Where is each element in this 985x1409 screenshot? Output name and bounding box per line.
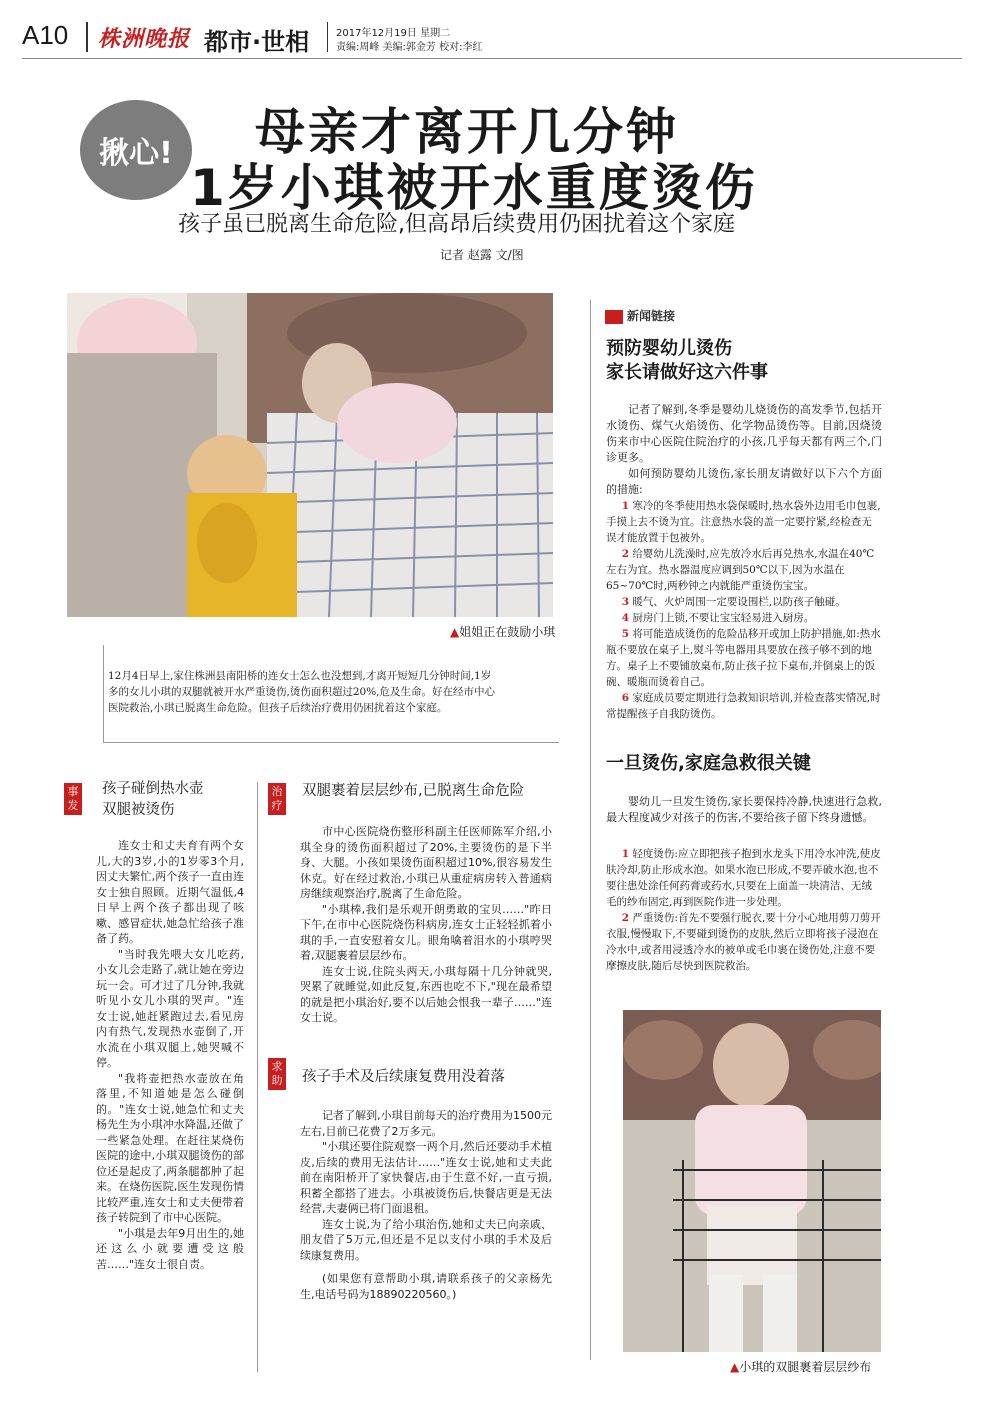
paragraph: "我将壶把热水壶放在角落里,不知道她是怎么碰倒的。"连女士说,她急忙和丈夫杨先生为小琪冲水降温,还做了一些紧急处理。在赶往某烧伤医院的途中,小琪双腿烫伤的部位还是起皮了,两条腿都肿了起来。在烧伤医院,医生发现伤情比较严重,连女士和丈夫便带着孩子转院到了市中心医院。 [96,1071,244,1224]
header-divider-2 [327,22,328,52]
section-1-body [96,838,244,1272]
section-1-heading-line-1: 孩子碰倒热水壶 [102,781,204,797]
caption-triangle-icon: ▲ [450,625,460,639]
byline: 记者 赵露 文/图 [440,248,524,262]
paragraph: "当时我先喂大女儿吃药,小女儿会走路了,就让她在旁边玩一会。可才过了几分钟,我就听见小女儿小琪的哭声。"连女士说,她赶紧跑过去,看见房内有热气,发现热水壶倒了,开水流在小琪双腿上,她哭喊不停。 [96,947,244,1069]
section-tag-treatment: 治疗 [268,783,286,815]
caption-text: 姐姐正在鼓励小琪 [459,625,556,639]
aid-item: 1 轻度烫伤:应立即把孩子抱到水龙头下用冷水冲洗,使皮肤冷却,防止形成水泡。如果水泡已形成,不要弄破水泡,也不要往患处涂任何药膏或药水,只要在上面盖一块清洁、无绒毛的纱布固定,再到医院作进一步处理。 [606,848,881,908]
paragraph: 连女士说,为了给小琪治伤,她和丈夫已向亲戚、朋友借了5万元,但还是不足以支付小琪的手术及后续康复费用。 [300,1217,552,1262]
news-link-tag [605,307,675,324]
tip-item: 3 暖气、火炉周围一定要设围栏,以防孩子触碰。 [621,596,846,608]
header-rule [22,58,962,59]
section-2-heading: 双腿裹着层层纱布,已脱离生命危险 [302,783,525,799]
tip-item: 6 家庭成员要定期进行急救知识培训,并检查落实情况,时常提醒孩子自我防烫伤。 [606,692,881,720]
paragraph: 婴幼儿一旦发生烫伤,家长要保持冷静,快速进行急救,最大程度减少对孩子的伤害,不要给孩子留下终身遗憾。 [606,795,882,824]
caption-triangle-icon: ▲ [730,1360,740,1374]
caption-text: 小琪的双腿裹着层层纱布 [739,1360,872,1374]
page-number: A10 [22,20,69,50]
headline-line-2: 1岁小琪被开水重度烫伤 [190,159,758,217]
aid-item: 2 严重烫伤:首先不要强行脱衣,要十分小心地用剪刀剪开衣服,慢慢取下,不要碰到烫伤的皮肤,然后立即将孩子浸泡在冷水中,或者用浸透冷水的被单或毛巾裹在烫伤处,注意不要摩擦皮肤,随后尽快到医院救治。 [606,912,881,972]
headline-badge: 揪心! [80,100,192,200]
paragraph: 记者了解到,小琪目前每天的治疗费用为1500元左右,目前已花费了2万多元。 [300,1109,552,1138]
section-1-heading-line-2: 双腿被烫伤 [102,802,175,818]
tip-item: 5 将可能造成烫伤的危险品移开或加上防护措施,如:热水瓶不要放在桌子上,熨斗等电器用具要放在孩子够不到的地方。桌子上不要铺放桌布,防止孩子拉下桌布,并倒桌上的饭碗、暖瓶而烫着自己。 [606,628,881,688]
news-link-label: 新闻链接 [627,309,676,323]
paragraph: "小琪还要住院观察一两个月,然后还要动手术植皮,后续的费用无法估计……"连女士说,她和丈夫此前在南阳桥开了家快餐店,由于生意不好,一直亏损,积蓄全都搭了进去。小琪被烫伤后,快餐店更是无法经营,夫妻俩已将门面退租。 [300,1140,552,1215]
issue-date: 2017年12月19日 星期二 [336,28,451,39]
first-aid-steps [606,846,882,974]
paragraph: 记者了解到,冬季是婴幼儿烧烫伤的高发季节,包括开水烫伤、煤气火焰烫伤、化学物品烫伤等。目前,因烧烫伤来市中心医院住院治疗的小孩,几乎每天都有两三个,门诊更多。 [606,403,882,464]
news-link-icon [605,310,623,324]
section-name: 都市·世相 [204,28,310,56]
paragraph: "小琪棒,我们是乐观开朗勇敢的宝贝……"昨日下午,在市中心医院烧伤科病房,连女士正轻轻抓着小琪的手,一直安慰着女儿。眼角噙着泪水的小琪哼哭着,双腿裹着层层纱布。 [300,902,552,962]
paragraph: "小琪是去年9月出生的,她还这么小就要遭受这般苦……"连女士很自责。 [96,1226,244,1271]
headline-line-1: 母亲才离开几分钟 [255,103,679,161]
lead-paragraph: 12月4日早上,家住株洲县南阳桥的连女士怎么也没想到,才离开短短几分钟时间,1岁多的女儿小琪的双腿就被开水严重烫伤,烫伤面积超过20%,危及生命。好在经市中心医院救治,小琪已脱离生命危险。但孩子后续治疗费用仍困扰着这个家庭。 [108,670,496,714]
newspaper-logo: 株洲晚报 [98,26,191,52]
section-tag-help: 求助 [268,1058,286,1090]
photo-caption-2 [730,1358,871,1375]
section-3-heading: 孩子手术及后续康复费用没着落 [302,1069,505,1085]
section-2-body [300,824,552,1026]
prevention-tips [606,498,882,722]
paragraph: 如何预防婴幼儿烫伤,家长朋友请做好以下六个方面的措施: [606,467,882,496]
column-rule-sidebar [590,300,591,1360]
sidebar-heading-first-aid: 一旦烫伤,家庭急救很关键 [606,753,811,774]
paragraph: 连女士说,住院头两天,小琪每隔十几分钟就哭,哭累了就睡觉,如此反复,东西也吃不下,"现在最希望的就是把小琪治好,要不以后她会恨我一辈子……"连女士说。 [300,964,552,1024]
section-3-body [300,1108,552,1302]
first-aid-intro [606,794,882,826]
tip-item: 1 寒冷的冬季使用热水袋保暖时,热水袋外边用毛巾包裹,手摸上去不烫为宜。注意热水袋的盖一定要拧紧,经检查无误才能放置于包被外。 [606,500,881,544]
tip-item: 2 给婴幼儿洗澡时,应先放冷水后再兑热水,水温在40℃左右为宜。热水器温度应调到50℃以下,因为水温在65~70℃时,两秒钟之内就能严重烫伤宝宝。 [606,548,875,592]
editor-credits: 责编:周峰 美编:郭金芳 校对:李红 [336,42,483,53]
photo-sisters-in-bed [67,293,553,617]
paragraph: 市中心医院烧伤整形科副主任医师陈军介绍,小琪全身的烫伤面积超过了20%,主要烫伤的是下半身、大腿。小孩如果烫伤面积超过10%,很容易发生休克。好在经过救治,小琪已从重症病房转入普通病房继续观察治疗,脱离了生命危险。 [300,825,552,900]
sidebar-heading-line-1: 预防婴幼儿烫伤 [606,338,732,359]
header-divider [86,22,88,52]
section-tag-incident: 事发 [64,783,82,815]
help-contact-note: (如果您有意帮助小琪,请联系孩子的父亲杨先生,电话号码为18890220560。) [300,1272,552,1301]
column-rule [257,782,258,1372]
photo-baby-bandaged-legs [623,1010,881,1352]
tip-item: 4 厨房门上锁,不要让宝宝轻易进入厨房。 [621,612,815,624]
subheadline: 孩子虽已脱离生命危险,但高昂后续费用仍困扰着这个家庭 [178,212,735,237]
photo-caption-1 [450,623,555,640]
sidebar-intro [606,402,882,498]
sidebar-heading-line-2: 家长请做好这六件事 [606,362,768,383]
paragraph: 连女士和丈夫育有两个女儿,大的3岁,小的1岁零3个月,因丈夫繁忙,两个孩子一直由连女士独自照顾。近期气温低,4日早上两个孩子都出现了咳嗽、感冒症状,她急忙给孩子准备了药。 [96,839,244,945]
